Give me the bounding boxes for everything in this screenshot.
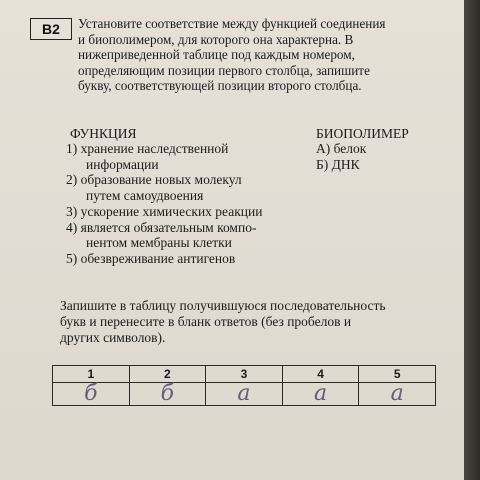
answer-table-number-row bbox=[53, 366, 436, 383]
answer-number-cell: 4 bbox=[282, 366, 359, 383]
instruction-line: Установите соответствие между функцией соединения bbox=[78, 16, 386, 31]
answer-instructions bbox=[60, 298, 440, 346]
instruction-line: Запишите в таблицу получившуюся последовательность bbox=[60, 298, 386, 313]
function-item: 4) является обязательным компо- bbox=[66, 219, 257, 235]
instruction-line: определяющим позиции первого столбца, запишите bbox=[78, 62, 370, 78]
answer-table bbox=[52, 365, 436, 406]
instruction-line: нижеприведенной таблице под каждым номером, bbox=[78, 47, 355, 62]
answer-table-answer-row bbox=[53, 383, 436, 406]
answer-cell[interactable]: б bbox=[53, 383, 130, 406]
task-instructions bbox=[78, 16, 426, 94]
answer-cell[interactable]: а bbox=[206, 383, 283, 406]
biopolymer-item: А) белок bbox=[316, 141, 367, 156]
answer-cell[interactable]: а bbox=[282, 383, 359, 406]
page-edge-shadow bbox=[464, 0, 480, 480]
task-number-badge: В2 bbox=[30, 18, 72, 40]
answer-number-cell: 2 bbox=[129, 366, 206, 383]
biopolymers-list bbox=[316, 141, 366, 172]
function-item: 5) обезвреживание антигенов bbox=[66, 250, 236, 266]
answer-cell[interactable]: б bbox=[129, 383, 206, 406]
function-item: 1) хранение наследственной bbox=[66, 141, 229, 156]
instruction-line: букв и перенесите в бланк ответов (без пробелов и bbox=[60, 314, 352, 329]
function-item-continuation: путем самоудвоения bbox=[86, 188, 204, 204]
function-item: 3) ускорение химических реакции bbox=[66, 203, 263, 219]
function-item-continuation: информации bbox=[86, 156, 159, 172]
answer-number-cell: 1 bbox=[53, 366, 130, 383]
functions-list bbox=[66, 141, 262, 267]
answer-number-cell: 5 bbox=[359, 366, 436, 383]
biopolymers-header: БИОПОЛИМЕР bbox=[316, 126, 409, 141]
function-item-continuation: нентом мембраны клетки bbox=[86, 235, 232, 251]
instruction-line: и биополимером, для которого она характерна. В bbox=[78, 31, 354, 47]
biopolymer-item: Б) ДНК bbox=[316, 156, 360, 172]
instruction-line: букву, соответствующей позиции второго столбца. bbox=[78, 78, 362, 93]
answer-cell[interactable]: а bbox=[359, 383, 436, 406]
functions-header: ФУНКЦИЯ bbox=[70, 126, 137, 141]
function-item: 2) образование новых молекул bbox=[66, 172, 242, 188]
answer-number-cell: 3 bbox=[206, 366, 283, 383]
instruction-line: других символов). bbox=[60, 330, 166, 345]
